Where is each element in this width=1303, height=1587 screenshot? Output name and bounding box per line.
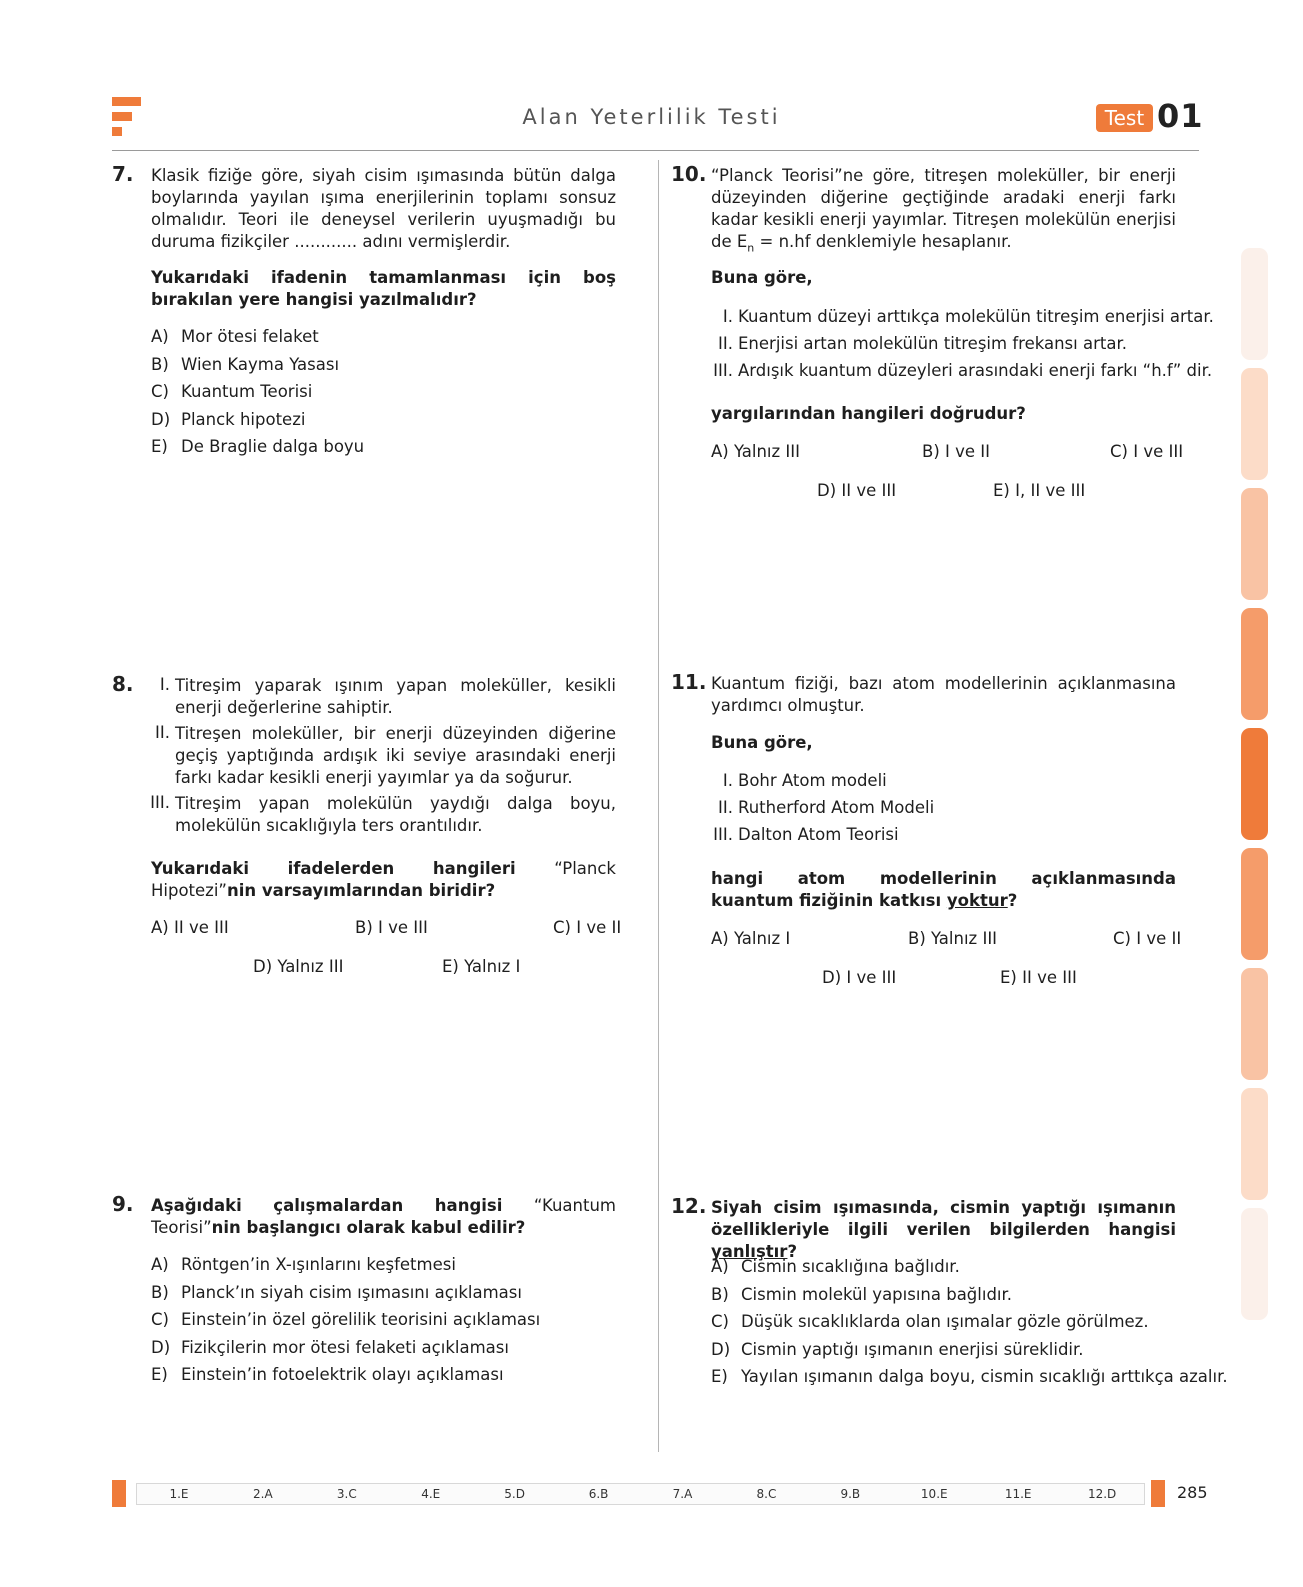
answer-key-item: 7.A — [672, 1487, 693, 1501]
option-c[interactable]: C) Einstein’in özel görelilik teorisini açıklaması — [151, 1310, 541, 1329]
question-8-statements — [148, 675, 616, 837]
question-7-text: Klasik fiziğe göre, siyah cisim ışımasında bütün dalga boylarında yayılan ışıma enerjilerinin toplamı sonsuz olmalıdır. Teori ile deneysel verilerin uyuşmadığı bu duruma fizikçiler ............ adını vermişlerdir. — [151, 166, 616, 251]
option-c[interactable]: C) Düşük sıcaklıklarda olan ışımalar gözle görülmez. — [711, 1312, 1149, 1331]
question-8-option-e[interactable]: E) Yalnız I — [442, 957, 521, 976]
question-11-text: Kuantum fiziği, bazı atom modellerinin açıklanmasına yardımcı olmuştur. — [711, 674, 1176, 715]
side-tab-1[interactable] — [1241, 248, 1268, 360]
question-9-prompt: Aşağıdaki çalışmalardan hangisi “Kuantum Teorisi”nin başlangıcı olarak kabul edilir? — [151, 1196, 616, 1237]
question-11-option-e[interactable]: E) II ve III — [1000, 968, 1077, 987]
side-tab-4[interactable] — [1241, 608, 1268, 720]
page-number: 285 — [1177, 1483, 1208, 1502]
statement-ii: II. Enerjisi artan molekülün titreşim frekansı artar. — [718, 334, 1127, 353]
question-8-option-c[interactable]: C) I ve II — [553, 918, 622, 937]
question-10-option-d[interactable]: D) II ve III — [817, 481, 897, 500]
statement-i: I. Bohr Atom modeli — [722, 771, 887, 790]
page-title: Alan Yeterlilik Testi — [522, 105, 781, 129]
option-d[interactable]: D) Planck hipotezi — [151, 409, 306, 429]
question-10-option-a[interactable]: A) Yalnız III — [711, 442, 801, 461]
option-b[interactable]: B) Wien Kayma Yasası — [151, 354, 340, 374]
question-10-lead: Buna göre, — [711, 268, 813, 287]
question-10-option-b[interactable]: B) I ve II — [922, 442, 991, 461]
option-e[interactable]: E) Einstein’in fotoelektrik olayı açıklaması — [151, 1365, 504, 1384]
statement-i: I. Kuantum düzeyi arttıkça molekülün titreşim enerjisi artar. — [722, 307, 1214, 326]
option-c[interactable]: C) Kuantum Teorisi — [151, 382, 313, 401]
option-e[interactable]: E) Yayılan ışımanın dalga boyu, cismin sıcaklığı arttıkça azalır. — [711, 1367, 1228, 1386]
question-7-options — [151, 323, 364, 461]
column-divider — [658, 160, 659, 1452]
answer-key-item: 2.A — [253, 1487, 273, 1501]
answer-key-item: 11.E — [1004, 1487, 1032, 1501]
question-11-option-a[interactable]: A) Yalnız I — [711, 929, 791, 948]
test-badge: Test — [1096, 104, 1153, 132]
question-11-lead: Buna göre, — [711, 733, 813, 752]
question-11-option-b[interactable]: B) Yalnız III — [908, 929, 998, 948]
question-10-statements — [711, 303, 1214, 384]
statement-ii: II. Titreşen moleküller, bir enerji düzeyinden diğerine geçiş yaptığında ardışık iki seviye arasındaki enerji farkı kadar kesikli enerji yayımlar ya da soğurur. — [155, 723, 616, 787]
side-tab-7[interactable] — [1241, 968, 1268, 1080]
side-tab-2[interactable] — [1241, 368, 1268, 480]
question-number-9: 9. — [112, 1192, 134, 1216]
answer-key-item: 12.D — [1087, 1487, 1117, 1501]
answer-key-item: 1.E — [169, 1487, 189, 1501]
question-11-statements — [703, 767, 1173, 848]
answer-key-item: 5.D — [504, 1487, 525, 1501]
question-10-option-c[interactable]: C) I ve III — [1110, 442, 1184, 461]
option-d[interactable]: D) Fizikçilerin mor ötesi felaketi açıklaması — [151, 1337, 509, 1357]
question-11-prompt: hangi atom modellerinin açıklanmasında kuantum fiziğinin katkısı yoktur? — [711, 869, 1176, 910]
option-d[interactable]: D) Cismin yaptığı ışımanın enerjisi süreklidir. — [711, 1339, 1084, 1359]
question-number-10: 10. — [671, 162, 707, 186]
question-9-options — [151, 1251, 540, 1389]
question-8-option-b[interactable]: B) I ve III — [355, 918, 428, 937]
footer-marker-left — [112, 1480, 126, 1507]
option-e[interactable]: E) De Braglie dalga boyu — [151, 437, 365, 456]
statement-iii: III. Dalton Atom Teorisi — [713, 825, 899, 844]
question-8-prompt: Yukarıdaki ifadelerden hangileri “Planck Hipotezi”nin varsayımlarından biridir? — [151, 859, 616, 900]
statement-iii: III. Ardışık kuantum düzeyleri arasındaki enerji farkı “h.f” dir. — [713, 361, 1213, 380]
header-divider — [112, 150, 1199, 151]
answer-key-item: 9.B — [840, 1487, 861, 1501]
question-11-option-c[interactable]: C) I ve II — [1113, 929, 1182, 948]
option-b[interactable]: B) Cismin molekül yapısına bağlıdır. — [711, 1284, 1013, 1304]
question-11-option-d[interactable]: D) I ve III — [822, 968, 897, 987]
option-b[interactable]: B) Planck’ın siyah cisim ışımasını açıklaması — [151, 1282, 522, 1302]
answer-key — [136, 1483, 1145, 1505]
side-tab-6[interactable] — [1241, 848, 1268, 960]
answer-key-item: 10.E — [920, 1487, 948, 1501]
statement-iii: III. Titreşim yapan molekülün yaydığı dalga boyu, molekülün sıcaklığıyla ters orantılıdır. — [150, 793, 616, 835]
answer-key-item: 4.E — [421, 1487, 441, 1501]
side-tab-3[interactable] — [1241, 488, 1268, 600]
question-7-prompt: Yukarıdaki ifadenin tamamlanması için boş bırakılan yere hangisi yazılmalıdır? — [151, 268, 616, 309]
question-number-12: 12. — [671, 1194, 707, 1218]
footer-marker-right — [1151, 1480, 1165, 1507]
answer-key-item: 6.B — [588, 1487, 609, 1501]
question-number-8: 8. — [112, 672, 134, 696]
question-number-11: 11. — [671, 670, 707, 694]
statement-i: I. Titreşim yaparak ışınım yapan moleküller, kesikli enerji değerlerine sahiptir. — [159, 675, 616, 717]
answer-key-item: 3.C — [336, 1487, 357, 1501]
side-tab-9[interactable] — [1241, 1208, 1268, 1320]
side-tab-5-active[interactable] — [1241, 728, 1268, 840]
question-10-option-e[interactable]: E) I, II ve III — [993, 481, 1086, 500]
option-a[interactable]: A) Cismin sıcaklığına bağlıdır. — [711, 1257, 960, 1276]
test-number: 01 — [1157, 97, 1204, 135]
statement-ii: II. Rutherford Atom Modeli — [718, 798, 935, 817]
side-tab-8[interactable] — [1241, 1088, 1268, 1200]
question-8-option-a[interactable]: A) II ve III — [151, 918, 229, 937]
option-a[interactable]: A) Mor ötesi felaket — [151, 327, 319, 346]
answer-key-item: 8.C — [756, 1487, 777, 1501]
question-10-prompt: yargılarından hangileri doğrudur? — [711, 404, 1026, 423]
question-12-prompt: Siyah cisim ışımasında, cismin yaptığı ışımanın özellikleriyle ilgili verilen bilgilerden hangisi yanlıştır? — [711, 1198, 1176, 1261]
question-number-7: 7. — [112, 162, 134, 186]
question-8-option-d[interactable]: D) Yalnız III — [253, 957, 344, 976]
question-12-options — [711, 1253, 1228, 1391]
question-10-text: “Planck Teorisi”ne göre, titreşen moleküller, bir enerji düzeyinden diğerine geçtiğinde aradaki enerji farkı kadar kesikli enerji yayımlar. Titreşen molekülün enerjisi de $E_n = n.hf$ denklemiyle hesaplanır. — [711, 166, 1176, 255]
option-a[interactable]: A) Röntgen’in X-ışınlarını keşfetmesi — [151, 1255, 456, 1274]
